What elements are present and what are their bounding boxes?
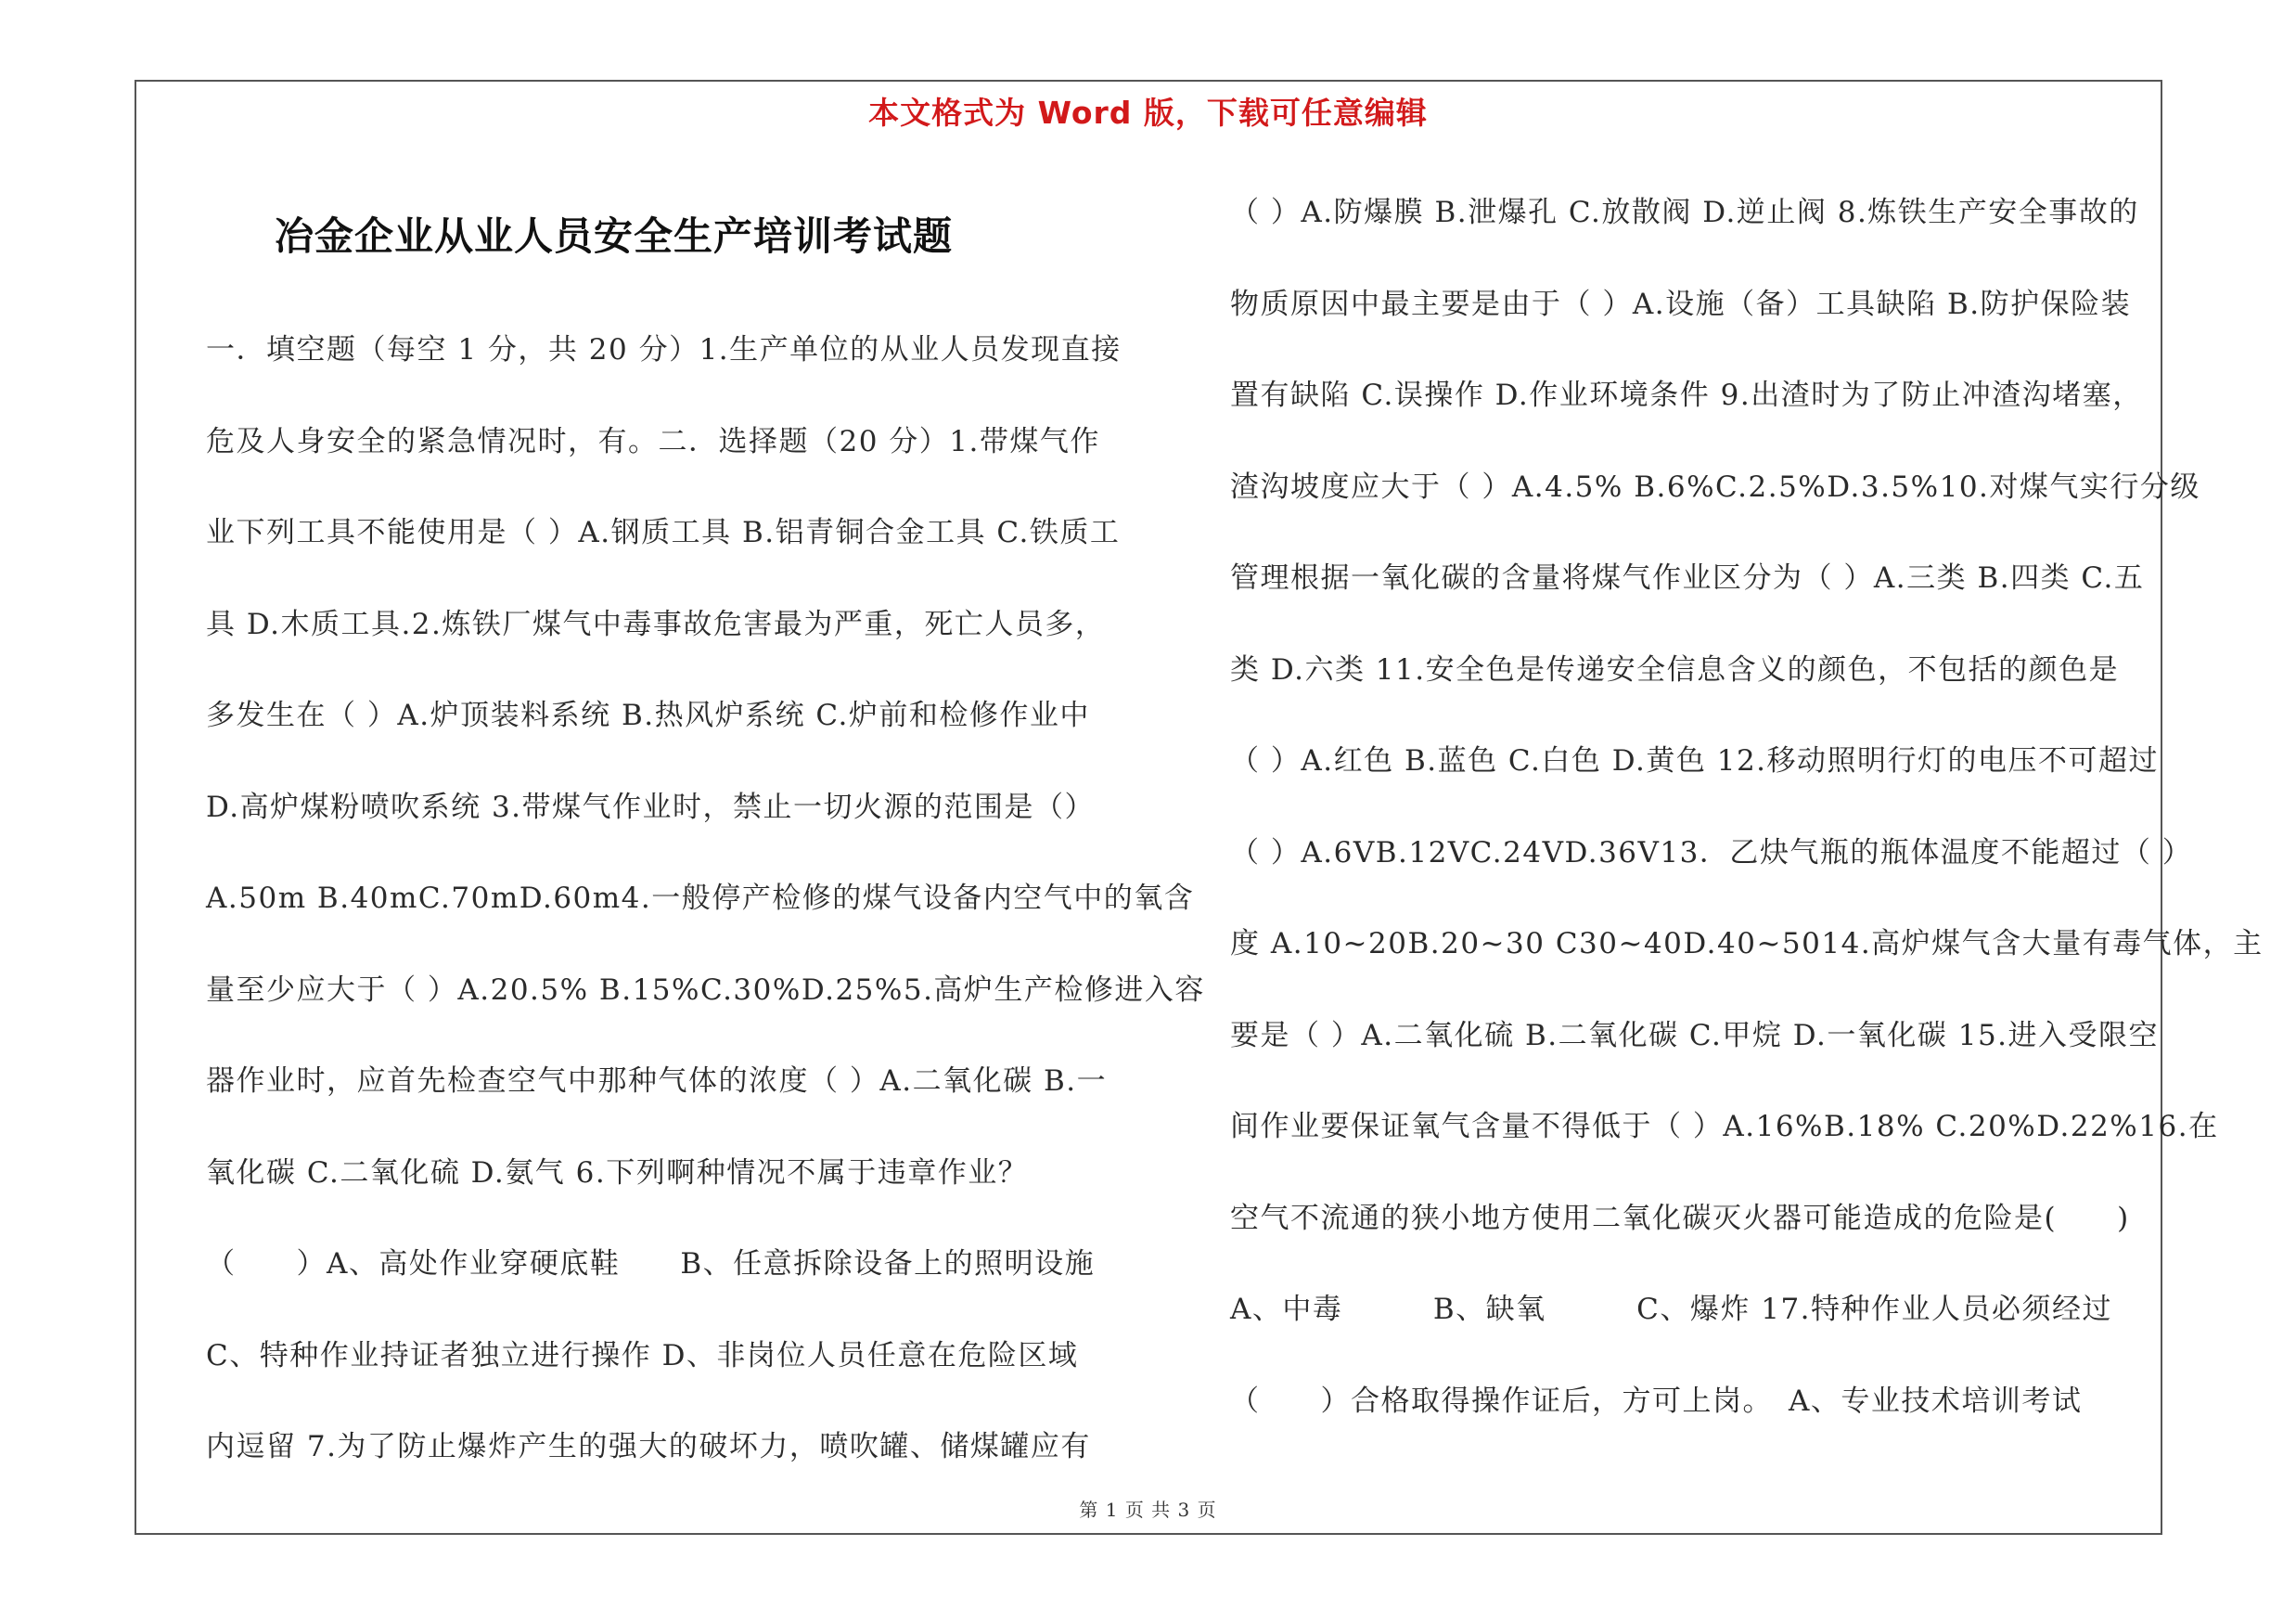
text-line: （ ）A.防爆膜 B.泄爆孔 C.放散阀 D.逆止阀 8.炼铁生产安全事故的 bbox=[1230, 196, 2139, 229]
left-text-column bbox=[206, 304, 1205, 1493]
text-line: 具 D.木质工具.2.炼铁厂煤气中毒事故危害最为严重，死亡人员多， bbox=[206, 607, 1106, 641]
text-line: 器作业时，应首先检查空气中那种气体的浓度（ ）A.二氧化碳 B.一 bbox=[206, 1064, 1108, 1098]
text-line: 一．填空题（每空 1 分，共 20 分）1.生产单位的从业人员发现直接 bbox=[206, 333, 1122, 367]
page-number-footer: 第 1 页 共 3 页 bbox=[1079, 1499, 1217, 1521]
text-line: （ ）A、高处作业穿硬底鞋 B、任意拆除设备上的照明设施 bbox=[206, 1247, 1096, 1281]
text-line: 空气不流通的狭小地方使用二氧化碳灭火器可能造成的危险是( ) bbox=[1230, 1201, 2130, 1235]
text-line: 内逗留 7.为了防止爆炸产生的强大的破坏力，喷吹罐、储煤罐应有 bbox=[206, 1430, 1091, 1463]
text-line: A.50m B.40mC.70mD.60m4.一般停产检修的煤气设备内空气中的氧含 bbox=[206, 882, 1195, 915]
text-line: 类 D.六类 11.安全色是传递安全信息含义的颜色，不包括的颜色是 bbox=[1230, 652, 2120, 687]
text-line: （ ）A.6VB.12VC.24VD.36V13．乙炔气瓶的瓶体温度不能超过（ ） bbox=[1230, 835, 2193, 869]
text-line: 物质原因中最主要是由于（ ）A.设施（备）工具缺陷 B.防护保险装 bbox=[1230, 287, 2132, 321]
text-line: D.高炉煤粉喷吹系统 3.带煤气作业时，禁止一切火源的范围是（） bbox=[206, 790, 1096, 824]
text-line: 间作业要保证氧气含量不得低于（ ）A.16%B.18% C.20%D.22%16.在 bbox=[1230, 1110, 2219, 1143]
text-line: 量至少应大于（ ）A.20.5% B.15%C.30%D.25%5.高炉生产检修进入容 bbox=[206, 973, 1205, 1007]
word-format-banner: 本文格式为 Word 版，下载可任意编辑 bbox=[868, 95, 1428, 131]
text-line: C、特种作业持证者独立进行操作 D、非岗位人员任意在危险区域 bbox=[206, 1338, 1079, 1372]
document-title: 冶金企业从业人员安全生产培训考试题 bbox=[275, 213, 954, 259]
text-line: （ ）A.红色 B.蓝色 C.白色 D.黄色 12.移动照明行灯的电压不可超过 bbox=[1230, 744, 2160, 778]
text-line: 渣沟坡度应大于（ ）A.4.5% B.6%C.2.5%D.3.5%10.对煤气实行分级 bbox=[1230, 470, 2200, 504]
text-line: 要是（ ）A.二氧化硫 B.二氧化碳 C.甲烷 D.一氧化碳 15.进入受限空 bbox=[1230, 1018, 2160, 1052]
text-line: 置有缺陷 C.误操作 D.作业环境条件 9.出渣时为了防止冲渣沟堵塞， bbox=[1230, 379, 2143, 412]
text-line: （ ）合格取得操作证后，方可上岗。 A、专业技术培训考试 bbox=[1230, 1384, 2083, 1418]
text-line: 业下列工具不能使用是（ ）A.钢质工具 B.铝青铜合金工具 C.铁质工 bbox=[206, 516, 1121, 549]
text-line: 危及人身安全的紧急情况时，有。二．选择题（20 分）1.带煤气作 bbox=[206, 424, 1100, 458]
text-line: 氧化碳 C.二氧化硫 D.氨气 6.下列啊种情况不属于违章作业？ bbox=[206, 1155, 1029, 1190]
text-line: 度 A.10~20B.20~30 C30~40D.40~5014.高炉煤气含大量有毒气体，主 bbox=[1230, 927, 2264, 960]
text-line: A、中毒 B、缺氧 C、爆炸 17.特种作业人员必须经过 bbox=[1230, 1293, 2113, 1326]
text-line: 多发生在（ ）A.炉顶装料系统 B.热风炉系统 C.炉前和检修作业中 bbox=[206, 699, 1090, 732]
right-text-column bbox=[1230, 167, 2264, 1447]
text-line: 管理根据一氧化碳的含量将煤气作业区分为（ ）A.三类 B.四类 C.五 bbox=[1230, 561, 2145, 595]
